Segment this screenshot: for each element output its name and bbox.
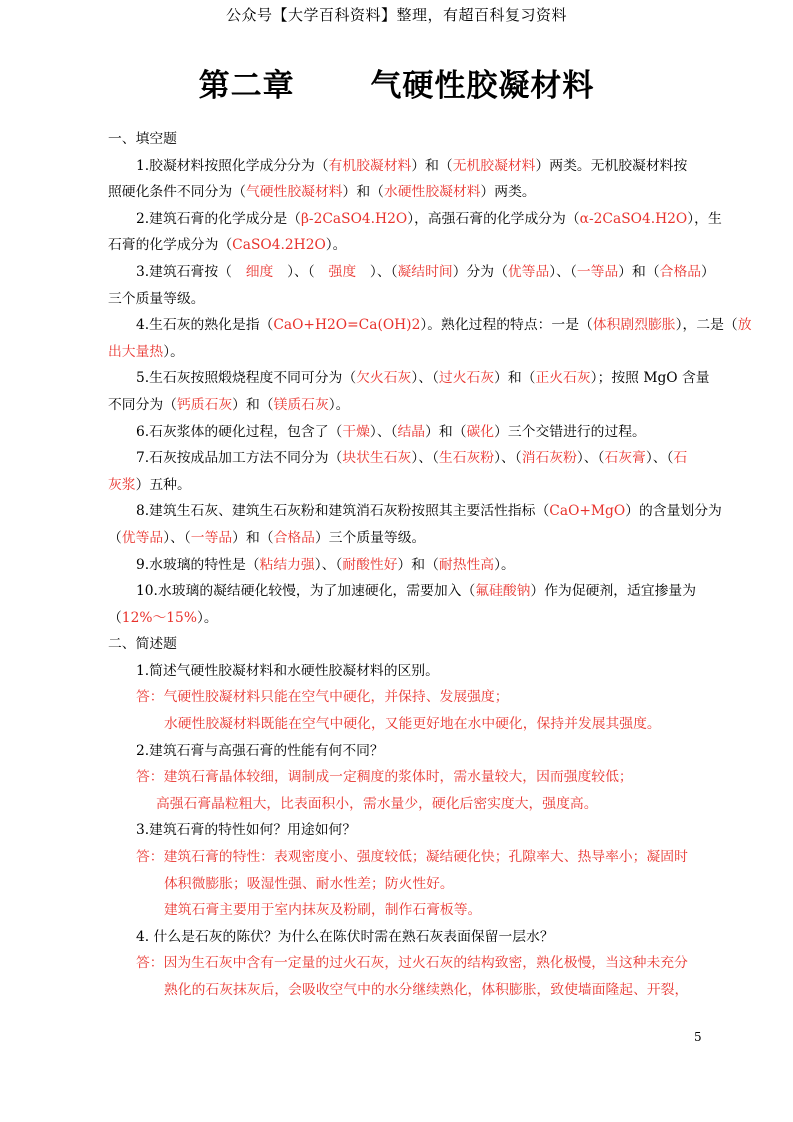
question-text: ）、（: [645, 450, 674, 467]
answer-text: 强度: [328, 263, 357, 280]
question-text: 石膏的化学成分为（: [108, 237, 233, 254]
answer-text: 凝结时间: [397, 263, 453, 280]
question-text: ）作为促硬剂，适宜掺量为: [530, 583, 697, 600]
question-text: 4.生石灰的熟化是指（: [136, 317, 274, 334]
question-text: ）: [701, 263, 715, 280]
question-text: ）。: [196, 609, 218, 626]
text-line: [108, 179, 704, 206]
answer-text: 块状生石灰: [342, 450, 412, 467]
answer-text: CaSO4.2H2O: [232, 237, 326, 254]
question-text: ）和（: [425, 423, 467, 440]
question-text: 三个质量等级。: [108, 290, 205, 307]
question-text: ）；按照 MgO 含量: [590, 370, 710, 387]
text-line: [108, 445, 704, 472]
text-line: [108, 365, 710, 392]
question-text: 4. 什么是石灰的陈伏？为什么在陈伏时需在熟石灰表面保留一层水？: [136, 928, 554, 945]
question-text: ）和（: [618, 263, 660, 280]
question-text: ）。熟化过程的特点：一是（: [420, 317, 593, 334]
answer-text: 干燥: [342, 423, 370, 440]
answer-text: 有机胶凝材料: [328, 157, 412, 174]
question-text: ）、（: [411, 370, 439, 387]
question-text: ）和（: [342, 184, 384, 201]
answer-text: 合格品: [273, 529, 315, 546]
question-text: 一、填空题: [108, 131, 177, 147]
question-text: ），高强石膏的化学成分为（: [407, 210, 580, 227]
text-line: [108, 286, 704, 313]
text-line: [108, 738, 704, 765]
answer-text: 放: [737, 317, 752, 334]
text-line: [108, 844, 704, 871]
text-line: [108, 552, 704, 579]
question-text: 2.建筑石膏与高强石膏的性能有何不同？: [136, 742, 384, 759]
answer-text: 碳化: [466, 423, 495, 440]
text-line: [108, 977, 704, 1004]
answer-text: 气硬性胶凝材料: [245, 184, 343, 201]
question-text: ）、（: [163, 529, 191, 546]
page-header: 公众号【大学百科资料】整理，有超百科复习资料: [225, 6, 567, 24]
answer-text: 12%～15%: [121, 609, 197, 626]
answer-text: CaO+H2O=Ca(OH)2: [273, 317, 421, 334]
answer-text: 答：气硬性胶凝材料只能在空气中硬化，并保持、发展强度；: [136, 689, 509, 706]
text-line: [108, 950, 704, 977]
answer-text: 合格品: [659, 263, 702, 280]
answer-text: 耐热性高: [438, 556, 495, 573]
question-text: ）、（: [411, 450, 439, 467]
page-number: 5: [694, 1030, 702, 1044]
question-text: ）和（: [494, 370, 536, 387]
chapter-title: 第二章 气硬性胶凝材料: [198, 68, 595, 104]
answer-text: 水硬性胶凝材料: [383, 184, 481, 201]
question-text: ）、（: [314, 556, 343, 573]
text-line: [108, 525, 704, 552]
question-text: 1.简述气硬性胶凝材料和水硬性胶凝材料的区别。: [136, 662, 439, 679]
question-text: ），生: [687, 210, 722, 227]
question-text: ）。: [494, 556, 515, 573]
answer-text: 高强石膏晶粒粗大，比表面积小，需水量少，硬化后密实度大，强度高。: [156, 795, 598, 812]
question-text: 3.建筑石膏按（: [136, 263, 246, 280]
question-text: ）三个交错进行的过程。: [494, 423, 646, 440]
answer-text: 体积剧烈膨胀: [592, 317, 676, 334]
question-text: ）两类。: [480, 184, 536, 201]
question-text: ）。: [163, 343, 184, 360]
text-line: [108, 153, 704, 180]
answer-text: 镁质石灰: [273, 396, 329, 413]
question-text: 3.建筑石膏的特性如何？用途如何？: [136, 822, 357, 839]
question-text: ）。: [325, 237, 347, 254]
question-text: ）。: [328, 396, 350, 413]
answer-text: β-2CaSO4.H2O: [300, 210, 408, 227]
question-text: ）和（: [232, 396, 274, 413]
text-line: [108, 232, 704, 259]
question-text: ）和（: [397, 556, 439, 573]
question-text: ）、（: [369, 423, 398, 440]
question-text: 7.石灰按成品加工方法不同分为（: [136, 450, 343, 467]
answer-text: 欠火石灰: [356, 370, 412, 387]
answer-text: 水硬性胶凝材料既能在空气中硬化，又能更好地在水中硬化，保持并发展其强度。: [164, 716, 661, 733]
text-line: [108, 392, 704, 419]
answer-text: 一等品: [190, 529, 233, 546]
answer-text: 氟硅酸钠: [475, 583, 531, 600]
text-line: [108, 897, 704, 924]
text-line: [108, 259, 715, 286]
answer-text: CaO+MgO: [549, 503, 626, 520]
question-text: ）五种。: [135, 476, 191, 493]
question-text: ）分为（: [452, 263, 508, 280]
answer-text: 钙质石灰: [176, 396, 233, 413]
answer-text: 消石灰粉: [521, 450, 577, 467]
text-line: [108, 711, 704, 738]
text-line: [108, 791, 704, 818]
question-text: ），二是（: [675, 317, 738, 334]
answer-text: 石灰膏: [604, 450, 646, 467]
text-line: [108, 419, 704, 446]
text-line: [108, 684, 704, 711]
answer-text: 灰浆: [108, 476, 136, 493]
question-text: 不同分为（: [108, 396, 177, 413]
answer-text: 过火石灰: [438, 370, 495, 387]
question-text: 二、简述题: [108, 636, 177, 653]
text-line: [108, 578, 704, 605]
question-text: ）、（: [549, 263, 577, 280]
answer-text: 正火石灰: [535, 370, 591, 387]
answer-text: 生石灰粉: [438, 450, 495, 467]
answer-text: 一等品: [576, 263, 619, 280]
text-line: [108, 924, 704, 951]
answer-text: 无机胶凝材料: [452, 157, 536, 174]
text-line: [108, 498, 722, 525]
question-text: 2.建筑石膏的化学成分是（: [136, 210, 301, 227]
answer-text: 答：建筑石膏的特性：表观密度小、强度较低；凝结硬化快；孔隙率大、热导率小；凝固时: [136, 849, 688, 866]
question-text: （: [108, 609, 122, 626]
question-text: ）、（: [273, 263, 329, 280]
question-text: 1.胶凝材料按照化学成分分为（: [136, 157, 329, 174]
question-text: ）、（: [356, 263, 398, 280]
answer-text: 细度: [245, 263, 274, 280]
text-line: [108, 658, 704, 685]
question-text: ）和（: [232, 529, 274, 546]
question-text: 照硬化条件不同分为（: [108, 184, 246, 201]
question-text: 6.石灰浆体的硬化过程，包含了（: [136, 423, 343, 440]
answer-text: 耐酸性好: [342, 556, 398, 573]
text-line: [108, 817, 704, 844]
answer-text: 答：因为生石灰中含有一定量的过火石灰，过火石灰的结构致密，熟化极慢，当这种未充分: [136, 955, 688, 972]
question-text: 5.生石灰按照煅烧程度不同可分为（: [136, 370, 357, 387]
text-line: [108, 472, 704, 499]
answer-text: 建筑石膏主要用于室内抹灰及粉刷，制作石膏板等。: [164, 902, 482, 919]
answer-text: 石: [673, 450, 688, 467]
question-text: ）、（: [576, 450, 605, 467]
text-line: [108, 339, 704, 366]
question-text: 10.水玻璃的凝结硬化较慢，为了加速硬化，需要加入（: [136, 583, 476, 600]
text-line: [108, 631, 704, 658]
answer-text: α-2CaSO4.H2O: [579, 210, 688, 227]
answer-text: 优等品: [507, 263, 550, 280]
text-line: [108, 871, 704, 898]
answer-text: 出大量热: [108, 343, 164, 360]
answer-text: 熟化的石灰抹灰后，会吸收空气中的水分继续熟化，体积膨胀，致使墙面隆起、开裂，: [164, 982, 689, 998]
answer-text: 结晶: [397, 423, 426, 440]
answer-text: 优等品: [121, 529, 164, 546]
text-line: [108, 206, 722, 233]
answer-text: 粘结力强: [259, 556, 315, 573]
question-text: 9.水玻璃的特性是（: [136, 556, 260, 573]
question-text: ）、（: [494, 450, 522, 467]
question-text: ）的含量划分为: [625, 503, 722, 520]
text-line: [108, 764, 704, 791]
question-text: ）三个质量等级。: [314, 529, 426, 546]
question-text: ）和（: [411, 157, 453, 174]
text-line: [108, 605, 704, 632]
question-text: 8.建筑生石灰、建筑生石灰粉和建筑消石灰粉按照其主要活性指标（: [136, 503, 550, 520]
text-line: [108, 312, 752, 339]
question-text: （: [108, 529, 122, 546]
answer-text: 答：建筑石膏晶体较细，调制成一定稠度的浆体时，需水量较大，因而强度较低；: [136, 769, 633, 786]
document-body: [108, 126, 752, 1004]
question-text: ）两类。无机胶凝材料按: [535, 157, 688, 174]
answer-text: 体积微膨胀；吸湿性强、耐水性差；防火性好。: [164, 875, 454, 892]
text-line: [108, 126, 704, 153]
